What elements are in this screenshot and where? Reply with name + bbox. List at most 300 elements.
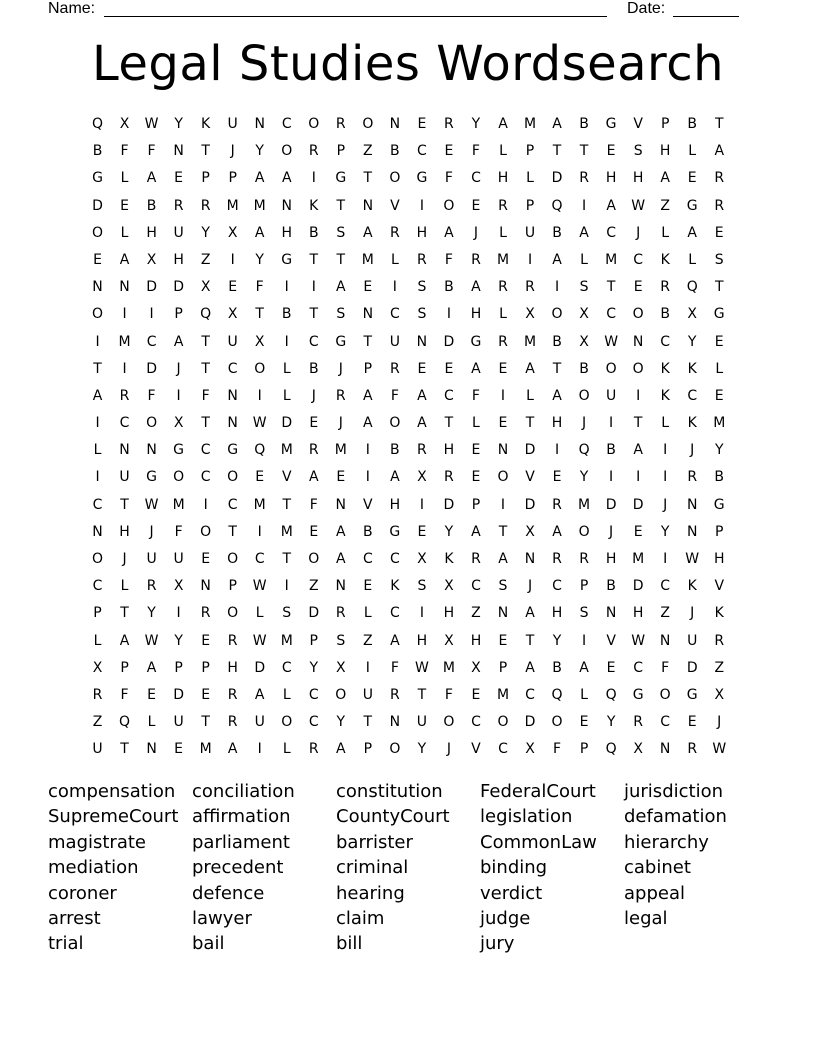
grid-letter: X: [200, 279, 211, 296]
grid-letter: C: [119, 415, 130, 432]
grid-letter: A: [308, 469, 319, 486]
grid-letter: I: [419, 605, 424, 622]
grid-letter: C: [227, 496, 238, 513]
grid-letter: E: [228, 279, 238, 296]
grid-letter: R: [471, 551, 481, 567]
grid-row: [84, 437, 733, 464]
grid-letter: R: [200, 197, 211, 214]
grid-row: [84, 247, 733, 274]
grid-letter: T: [714, 116, 724, 132]
word-list-item: CommonLaw: [480, 831, 597, 853]
grid-letter: E: [606, 659, 616, 676]
grid-letter: E: [498, 415, 508, 432]
grid-letter: R: [417, 251, 427, 268]
grid-letter: R: [335, 116, 346, 132]
grid-letter: W: [685, 551, 700, 567]
grid-letter: G: [389, 523, 401, 540]
word-list-item: magistrate: [48, 831, 146, 853]
grid-letter: A: [336, 279, 346, 296]
grid-letter: L: [526, 170, 534, 187]
grid-letter: T: [336, 197, 346, 214]
grid-letter: S: [579, 605, 589, 622]
grid-row: [84, 220, 733, 247]
word-list-item: coroner: [48, 882, 117, 904]
grid-letter: J: [609, 523, 614, 540]
grid-letter: L: [120, 170, 129, 187]
word-list-item: parliament: [192, 831, 290, 853]
grid-letter: P: [715, 523, 724, 540]
grid-letter: J: [176, 360, 181, 377]
grid-letter: R: [552, 496, 562, 513]
grid-letter: I: [500, 387, 506, 404]
grid-letter: E: [309, 415, 319, 432]
grid-letter: I: [284, 279, 289, 296]
grid-letter: N: [605, 605, 617, 622]
grid-letter: S: [417, 578, 427, 595]
grid-letter: N: [173, 143, 184, 160]
grid-letter: E: [417, 523, 427, 540]
grid-letter: E: [714, 333, 724, 350]
grid-letter: I: [230, 251, 235, 268]
grid-letter: P: [660, 116, 670, 132]
grid-letter: I: [365, 659, 370, 676]
grid-letter: L: [661, 415, 670, 432]
grid-letter: P: [525, 197, 535, 214]
grid-letter: R: [471, 251, 481, 268]
grid-letter: J: [446, 741, 451, 758]
grid-letter: F: [471, 387, 480, 404]
grid-letter: T: [363, 714, 373, 731]
grid-letter: I: [257, 741, 262, 758]
grid-letter: F: [147, 387, 156, 404]
grid-letter: Z: [660, 197, 670, 214]
grid-letter: B: [92, 143, 103, 160]
grid-letter: Q: [119, 714, 131, 731]
grid-letter: T: [525, 415, 535, 432]
grid-letter: C: [687, 387, 698, 404]
grid-letter: A: [660, 170, 670, 187]
grid-letter: E: [606, 143, 616, 160]
grid-letter: N: [389, 714, 401, 731]
grid-letter: N: [659, 741, 671, 758]
grid-letter: R: [525, 279, 535, 296]
grid-letter: X: [119, 116, 130, 132]
grid-letter: R: [119, 387, 130, 404]
grid-letter: T: [120, 605, 129, 622]
grid-letter: C: [633, 251, 644, 268]
word-list-item: defamation: [624, 806, 727, 828]
grid-letter: G: [686, 197, 698, 214]
grid-letter: R: [389, 360, 400, 377]
grid-letter: J: [338, 360, 343, 377]
grid-letter: A: [471, 523, 481, 540]
grid-letter: T: [552, 143, 562, 160]
grid-letter: O: [659, 686, 671, 703]
grid-letter: M: [632, 551, 645, 567]
grid-letter: X: [525, 306, 535, 323]
grid-letter: G: [713, 496, 725, 513]
grid-letter: A: [363, 224, 373, 241]
grid-letter: A: [390, 632, 400, 649]
grid-letter: N: [335, 496, 347, 513]
grid-letter: U: [605, 387, 617, 404]
grid-letter: R: [498, 197, 508, 214]
grid-letter: D: [92, 197, 103, 214]
word-list-item: affirmation: [192, 806, 291, 828]
grid-letter: C: [389, 605, 400, 622]
grid-letter: A: [173, 333, 184, 350]
grid-letter: T: [579, 143, 589, 160]
grid-letter: Z: [471, 605, 481, 622]
grid-letter: C: [200, 469, 211, 486]
grid-letter: D: [632, 578, 644, 595]
grid-letter: M: [713, 415, 726, 432]
grid-letter: V: [363, 496, 373, 513]
grid-letter: M: [280, 523, 293, 540]
grid-letter: I: [554, 442, 560, 459]
grid-letter: A: [579, 224, 589, 241]
grid-letter: X: [444, 578, 454, 595]
grid-row: [84, 301, 733, 328]
grid-letter: A: [552, 387, 562, 404]
grid-letter: C: [308, 686, 319, 703]
word-list-item: arrest: [48, 907, 101, 929]
grid-letter: H: [605, 170, 617, 187]
grid-letter: E: [417, 360, 427, 377]
grid-letter: N: [200, 578, 211, 595]
grid-letter: L: [688, 251, 697, 268]
grid-letter: D: [146, 360, 157, 377]
grid-letter: J: [582, 415, 587, 432]
date-blank-line[interactable]: [673, 0, 739, 17]
grid-letter: Y: [606, 714, 616, 731]
grid-letter: C: [471, 170, 481, 187]
grid-letter: N: [146, 442, 157, 459]
grid-letter: C: [552, 578, 562, 595]
grid-letter: O: [200, 523, 212, 540]
grid-letter: F: [309, 496, 318, 513]
grid-letter: U: [416, 714, 428, 731]
grid-letter: X: [579, 333, 589, 350]
grid-letter: L: [472, 415, 480, 432]
grid-letter: O: [92, 306, 104, 323]
grid-letter: D: [686, 659, 698, 676]
grid-letter: K: [309, 197, 319, 214]
grid-letter: V: [390, 197, 400, 214]
grid-letter: I: [257, 523, 262, 540]
grid-letter: L: [120, 224, 129, 241]
grid-letter: W: [604, 333, 619, 350]
grid-letter: C: [146, 333, 157, 350]
grid-letter: G: [605, 116, 617, 132]
grid-letter: X: [633, 741, 643, 758]
grid-letter: T: [552, 360, 562, 377]
grid-letter: D: [173, 279, 184, 296]
grid-letter: T: [255, 306, 264, 323]
grid-letter: N: [227, 387, 238, 404]
grid-letter: D: [281, 415, 293, 432]
grid-letter: O: [389, 741, 401, 758]
word-list-item: compensation: [48, 781, 176, 802]
grid-letter: I: [284, 578, 289, 595]
grid-letter: P: [525, 143, 535, 160]
grid-letter: R: [308, 442, 319, 459]
grid-letter: H: [497, 170, 509, 187]
grid-letter: H: [632, 170, 644, 187]
grid-letter: T: [282, 496, 292, 513]
grid-letter: L: [93, 442, 102, 459]
grid-letter: N: [632, 333, 644, 350]
grid-letter: H: [470, 632, 482, 649]
grid-letter: H: [443, 605, 455, 622]
grid-letter: K: [687, 578, 697, 595]
grid-letter: Y: [687, 333, 697, 350]
grid-letter: P: [363, 360, 373, 377]
grid-letter: B: [552, 333, 562, 350]
grid-letter: A: [336, 523, 346, 540]
grid-letter: N: [389, 116, 401, 132]
grid-letter: A: [254, 686, 265, 703]
grid-letter: F: [471, 143, 480, 160]
grid-letter: G: [713, 306, 725, 323]
word-list-item: precedent: [192, 857, 284, 879]
grid-letter: X: [227, 224, 238, 241]
grid-letter: T: [444, 415, 454, 432]
grid-letter: O: [551, 714, 563, 731]
grid-letter: E: [174, 170, 184, 187]
grid-letter: I: [365, 442, 370, 459]
grid-letter: O: [227, 551, 239, 567]
grid-letter: V: [471, 741, 481, 758]
grid-letter: N: [497, 605, 509, 622]
grid-letter: X: [714, 686, 725, 703]
grid-letter: M: [496, 686, 510, 703]
grid-row: [84, 682, 733, 709]
grid-letter: H: [470, 306, 482, 323]
grid-letter: A: [363, 415, 373, 432]
grid-letter: R: [687, 741, 698, 758]
grid-letter: E: [714, 387, 724, 404]
grid-letter: X: [254, 333, 265, 350]
grid-letter: E: [498, 360, 508, 377]
grid-letter: I: [636, 469, 641, 486]
grid-letter: D: [254, 659, 266, 676]
grid-letter: U: [173, 714, 184, 731]
grid-letter: A: [525, 605, 535, 622]
grid-letter: P: [120, 659, 129, 676]
grid-letter: G: [632, 686, 644, 703]
grid-letter: Y: [309, 659, 319, 676]
name-blank-line[interactable]: [104, 0, 607, 17]
grid-letter: O: [578, 523, 590, 540]
grid-letter: L: [688, 143, 697, 160]
grid-letter: B: [281, 306, 292, 323]
word-list-item: binding: [480, 857, 548, 879]
grid-letter: Y: [552, 632, 562, 649]
grid-letter: O: [227, 469, 239, 486]
grid-letter: B: [606, 442, 616, 459]
grid-letter: T: [93, 360, 102, 377]
grid-letter: Q: [92, 116, 104, 132]
grid-letter: Z: [308, 578, 319, 595]
grid-letter: L: [390, 251, 399, 268]
grid-letter: B: [687, 116, 697, 132]
grid-letter: T: [309, 306, 319, 323]
grid-letter: E: [471, 469, 481, 486]
grid-letter: T: [417, 686, 427, 703]
word-list-item: constitution: [336, 781, 443, 802]
grid-letter: Q: [605, 686, 617, 703]
grid-letter: I: [122, 360, 127, 377]
grid-letter: R: [714, 170, 725, 187]
grid-letter: B: [308, 224, 319, 241]
grid-letter: C: [227, 360, 238, 377]
grid-letter: B: [606, 578, 616, 595]
grid-letter: K: [687, 415, 697, 432]
grid-letter: W: [631, 197, 646, 214]
grid-letter: B: [552, 659, 562, 676]
grid-letter: L: [715, 360, 724, 377]
grid-letter: U: [362, 686, 373, 703]
grid-letter: M: [199, 741, 212, 758]
word-list-item: SupremeCourt: [48, 806, 179, 828]
grid-letter: A: [525, 659, 535, 676]
grid-letter: M: [280, 632, 293, 649]
grid-letter: H: [281, 224, 292, 241]
grid-letter: M: [496, 251, 510, 268]
word-list-item: legislation: [480, 806, 573, 828]
grid-letter: A: [92, 387, 103, 404]
grid-row: [84, 138, 733, 165]
grid-row: [84, 655, 733, 682]
grid-letter: G: [335, 170, 347, 187]
grid-letter: M: [442, 659, 455, 676]
word-list-item: trial: [48, 933, 84, 955]
grid-letter: B: [146, 197, 157, 214]
grid-letter: R: [146, 578, 157, 595]
grid-letter: X: [173, 415, 184, 432]
grid-letter: J: [149, 523, 154, 540]
word-list-item: appeal: [624, 882, 685, 904]
grid-letter: R: [227, 686, 238, 703]
grid-letter: N: [659, 632, 671, 649]
grid-letter: J: [663, 496, 668, 513]
word-list-item: mediation: [48, 857, 139, 879]
grid-letter: A: [471, 279, 481, 296]
grid-letter: C: [498, 741, 508, 758]
grid-letter: D: [605, 496, 617, 513]
grid-letter: L: [282, 686, 291, 703]
grid-letter: J: [122, 551, 127, 567]
grid-letter: E: [471, 442, 481, 459]
grid-letter: F: [120, 143, 129, 160]
grid-letter: P: [93, 605, 102, 622]
grid-letter: E: [444, 360, 454, 377]
grid-letter: E: [498, 632, 508, 649]
grid-letter: C: [254, 551, 265, 567]
word-list-item: conciliation: [192, 781, 295, 802]
grid-letter: Z: [363, 632, 373, 649]
grid-letter: B: [660, 306, 670, 323]
grid-letter: Q: [551, 686, 563, 703]
grid-letter: R: [498, 333, 508, 350]
grid-letter: F: [390, 387, 399, 404]
grid-letter: R: [498, 279, 508, 296]
word-list-item: defence: [192, 882, 265, 904]
grid-letter: N: [281, 197, 292, 214]
grid-letter: C: [471, 714, 481, 731]
grid-letter: A: [146, 659, 157, 676]
grid-letter: T: [498, 523, 508, 540]
grid-letter: S: [633, 143, 643, 160]
grid-letter: K: [660, 251, 670, 268]
word-list-item: barrister: [336, 831, 413, 853]
grid-letter: M: [253, 197, 266, 214]
word-list-item: legal: [624, 907, 668, 929]
grid-letter: K: [390, 578, 400, 595]
grid-letter: A: [119, 632, 130, 649]
grid-letter: O: [308, 551, 320, 567]
grid-letter: T: [336, 251, 346, 268]
grid-letter: H: [632, 605, 644, 622]
grid-letter: O: [605, 360, 617, 377]
grid-letter: Q: [200, 306, 212, 323]
grid-letter: G: [416, 170, 428, 187]
grid-letter: C: [281, 659, 292, 676]
grid-letter: E: [552, 469, 562, 486]
grid-letter: L: [499, 143, 507, 160]
grid-letter: U: [227, 333, 238, 350]
grid-letter: S: [282, 605, 292, 622]
grid-letter: I: [149, 306, 154, 323]
grid-letter: T: [201, 143, 210, 160]
grid-letter: X: [417, 469, 427, 486]
grid-letter: Y: [201, 224, 210, 241]
grid-letter: P: [579, 741, 589, 758]
grid-letter: A: [444, 224, 454, 241]
grid-letter: T: [201, 360, 210, 377]
grid-letter: H: [416, 632, 428, 649]
grid-letter: O: [497, 714, 509, 731]
grid-letter: X: [146, 251, 157, 268]
grid-letter: D: [551, 170, 563, 187]
grid-letter: G: [470, 333, 482, 350]
grid-letter: M: [253, 496, 266, 513]
grid-letter: S: [417, 306, 427, 323]
grid-letter: E: [363, 578, 373, 595]
grid-letter: E: [687, 714, 697, 731]
grid-letter: O: [578, 387, 590, 404]
grid-letter: X: [444, 632, 454, 649]
grid-letter: M: [605, 251, 618, 268]
grid-letter: H: [605, 551, 617, 567]
grid-letter: R: [227, 632, 238, 649]
grid-letter: E: [336, 469, 346, 486]
grid-letter: S: [498, 578, 508, 595]
grid-letter: N: [335, 578, 347, 595]
grid-letter: V: [525, 469, 535, 486]
grid-row: [84, 329, 733, 356]
grid-letter: C: [362, 551, 373, 567]
grid-letter: G: [146, 469, 157, 486]
word-list-item: lawyer: [192, 907, 252, 929]
grid-letter: R: [714, 197, 725, 214]
grid-letter: P: [201, 170, 210, 187]
grid-letter: M: [334, 442, 347, 459]
grid-letter: R: [389, 686, 400, 703]
grid-letter: D: [524, 714, 536, 731]
grid-letter: H: [659, 143, 671, 160]
